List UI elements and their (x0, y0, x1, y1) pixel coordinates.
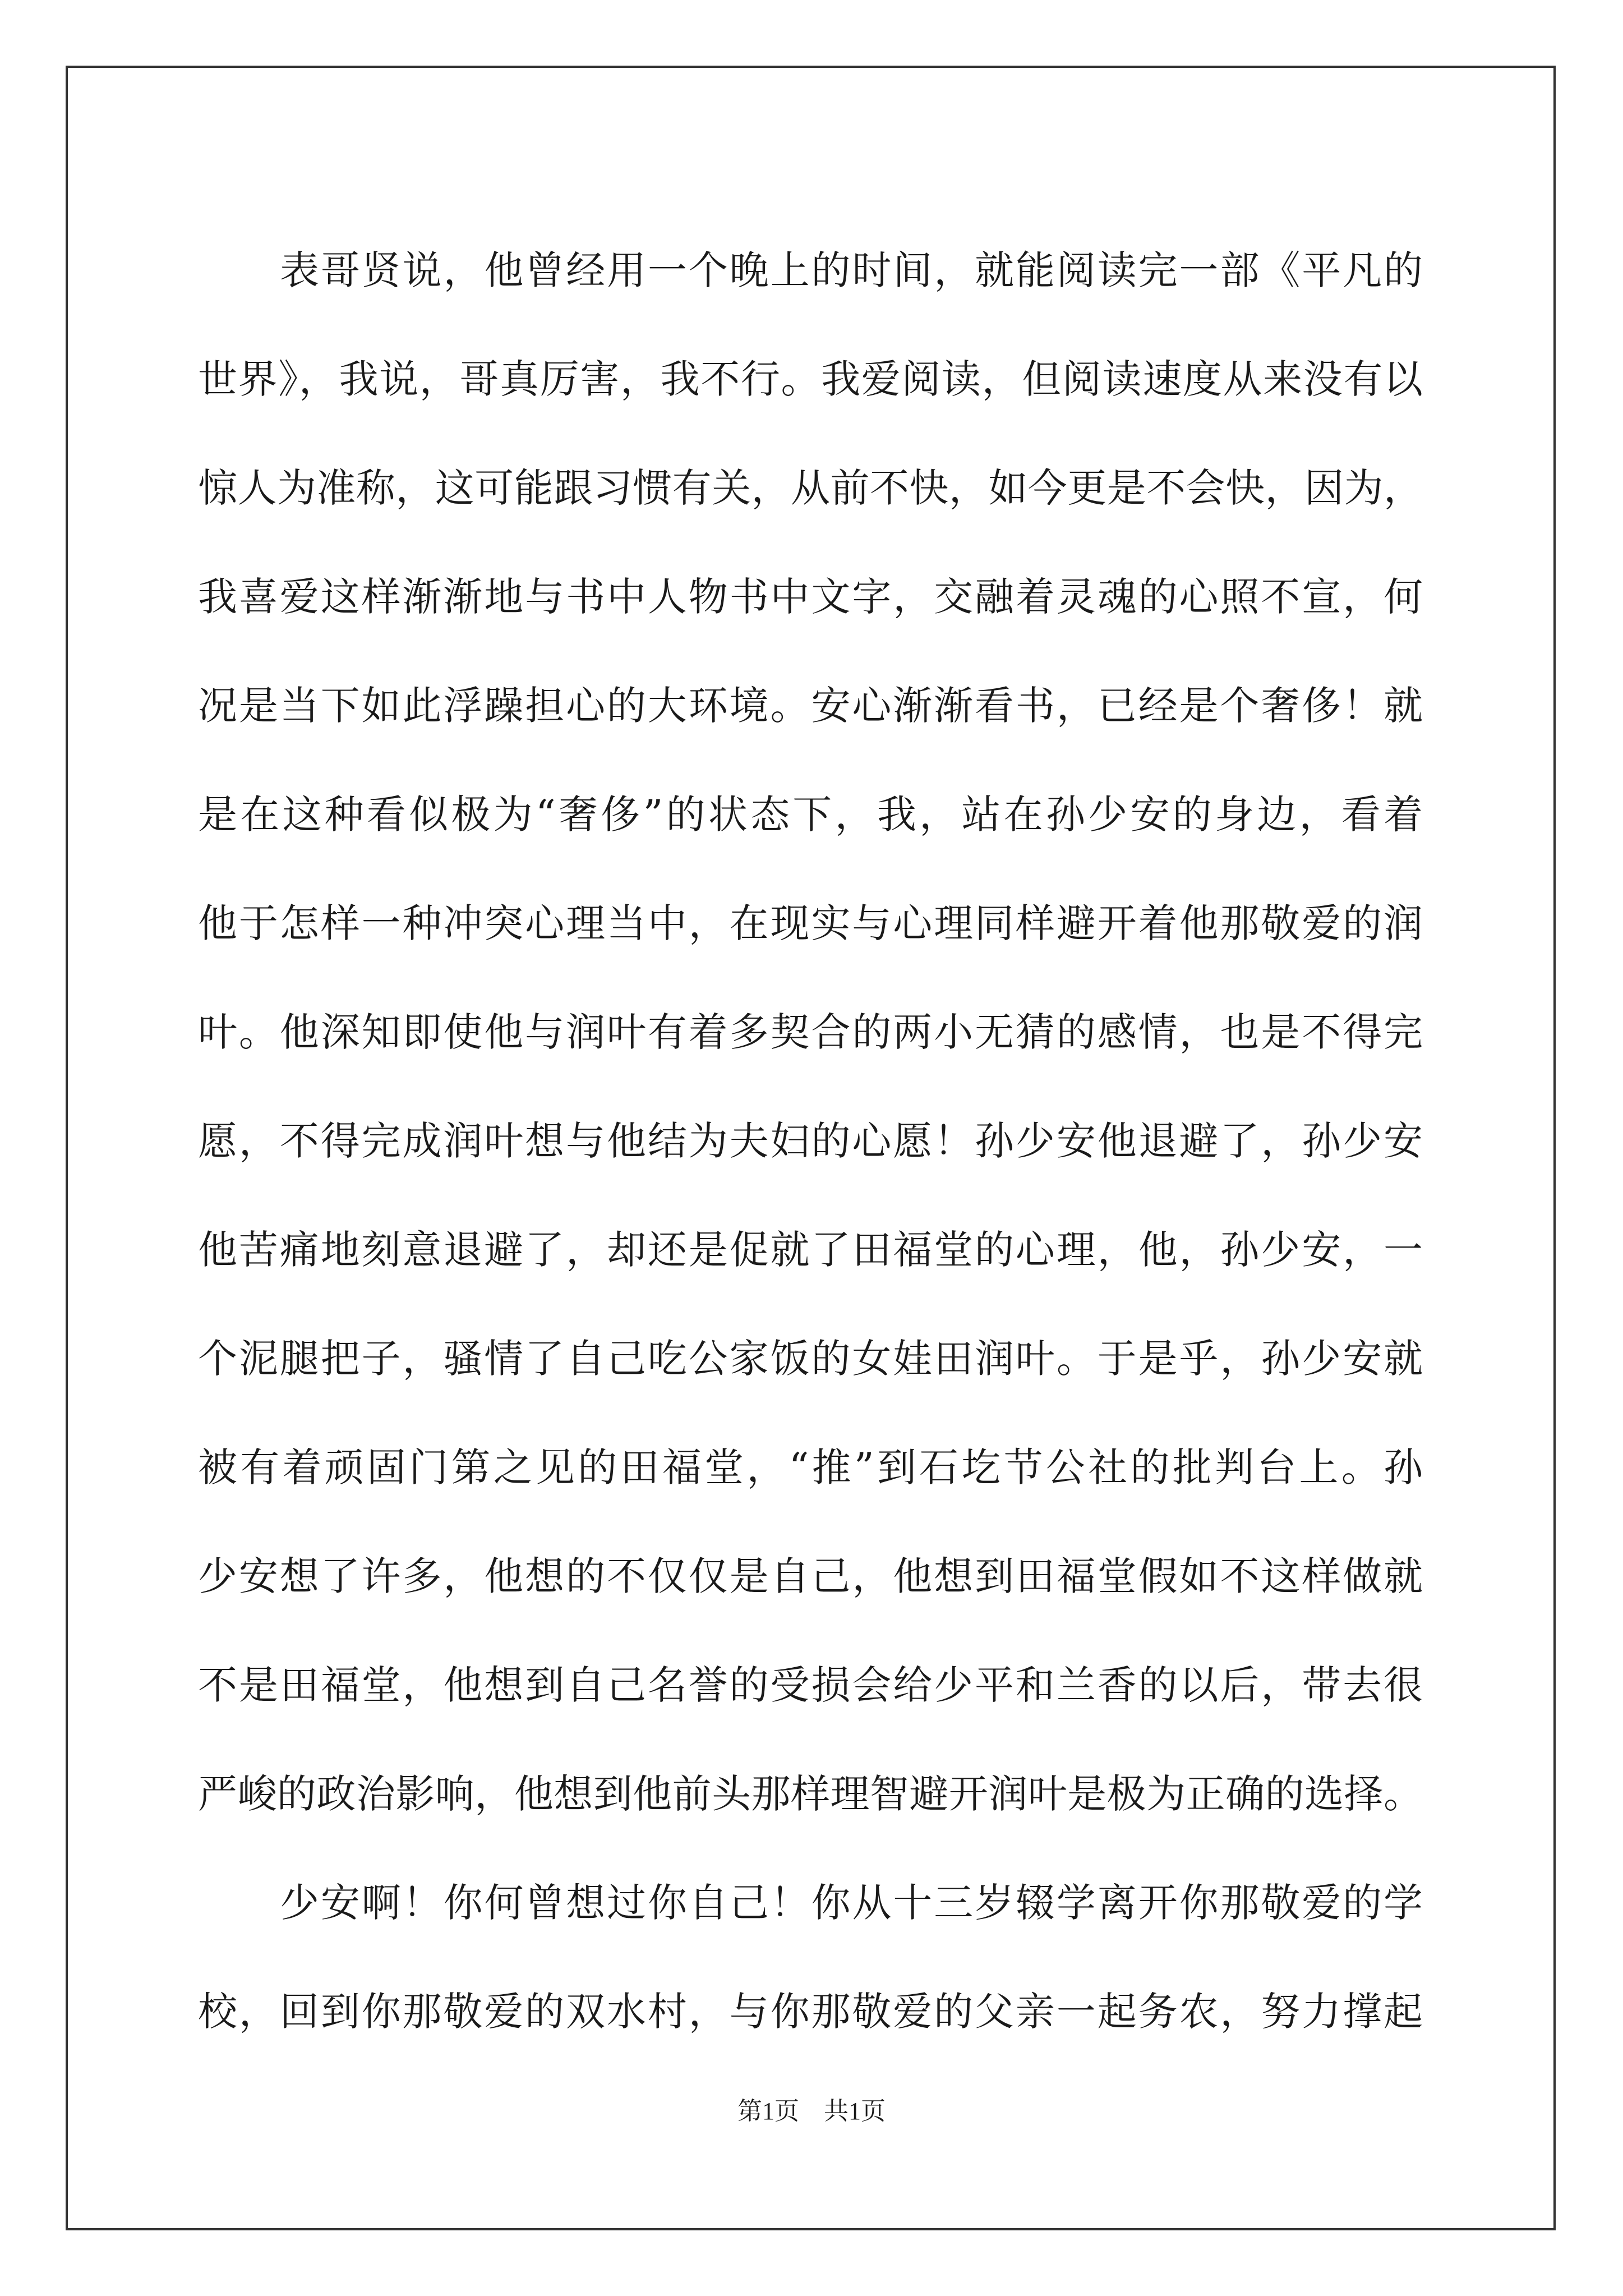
paragraph-1-line-1: 表哥贤说，他曾经用一个晚上的时间，就能阅读完一部《平凡的 (280, 247, 1423, 293)
paragraph-1-line-13: 少安想了许多，他想的不仅仅是自己，他想到田福堂假如不这样做就 (198, 1553, 1423, 1599)
document-body (198, 216, 1423, 2066)
paragraph-1-line-10: 他苦痛地刻意退避了，却还是促就了田福堂的心理，他，孙少安，一 (198, 1227, 1423, 1273)
paragraph-1-line-9: 愿，不得完成润叶想与他结为夫妇的心愿！孙少安他退避了，孙少安 (198, 1118, 1423, 1164)
paragraph-1-line-6: 是在这种看似极为“奢侈”的状态下，我，站在孙少安的身边，看着 (198, 792, 1423, 838)
paragraph-1-line-8: 叶。他深知即使他与润叶有着多契合的两小无猜的感情，也是不得完 (198, 1009, 1423, 1055)
paragraph-1-line-5: 况是当下如此浮躁担心的大环境。安心渐渐看书，已经是个奢侈！就 (198, 683, 1423, 729)
paragraph-1-line-15: 严峻的政治影响，他想到他前头那样理智避开润叶是极为正确的选择。 (198, 1771, 1423, 1817)
paragraph-1-line-4: 我喜爱这样渐渐地与书中人物书中文字，交融着灵魂的心照不宣，何 (198, 574, 1423, 620)
paragraph-1-line-7: 他于怎样一种冲突心理当中，在现实与心理同样避开着他那敬爱的润 (198, 900, 1423, 946)
paragraph-1-line-3: 惊人为准称，这可能跟习惯有关，从前不快，如今更是不会快，因为， (198, 465, 1423, 511)
paragraph-1-line-12: 被有着顽固门第之见的田福堂，“推”到石圪节公社的批判台上。孙 (198, 1444, 1423, 1490)
paragraph-2-line-1: 少安啊！你何曾想过你自己！你从十三岁辍学离开你那敬爱的学 (280, 1880, 1423, 1926)
paragraph-1-line-2: 世界》，我说，哥真厉害，我不行。我爱阅读，但阅读速度从来没有以 (198, 356, 1423, 402)
paragraph-2-line-2: 校，回到你那敬爱的双水村，与你那敬爱的父亲一起务农，努力撑起 (198, 1989, 1423, 2035)
paragraph-1-line-11: 个泥腿把子，骚情了自己吃公家饭的女娃田润叶。于是乎，孙少安就 (198, 1336, 1423, 1382)
paragraph-1-line-14: 不是田福堂，他想到自己名誉的受损会给少平和兰香的以后，带去很 (198, 1662, 1423, 1708)
page-footer: 第1页 共1页 (737, 2097, 886, 2125)
